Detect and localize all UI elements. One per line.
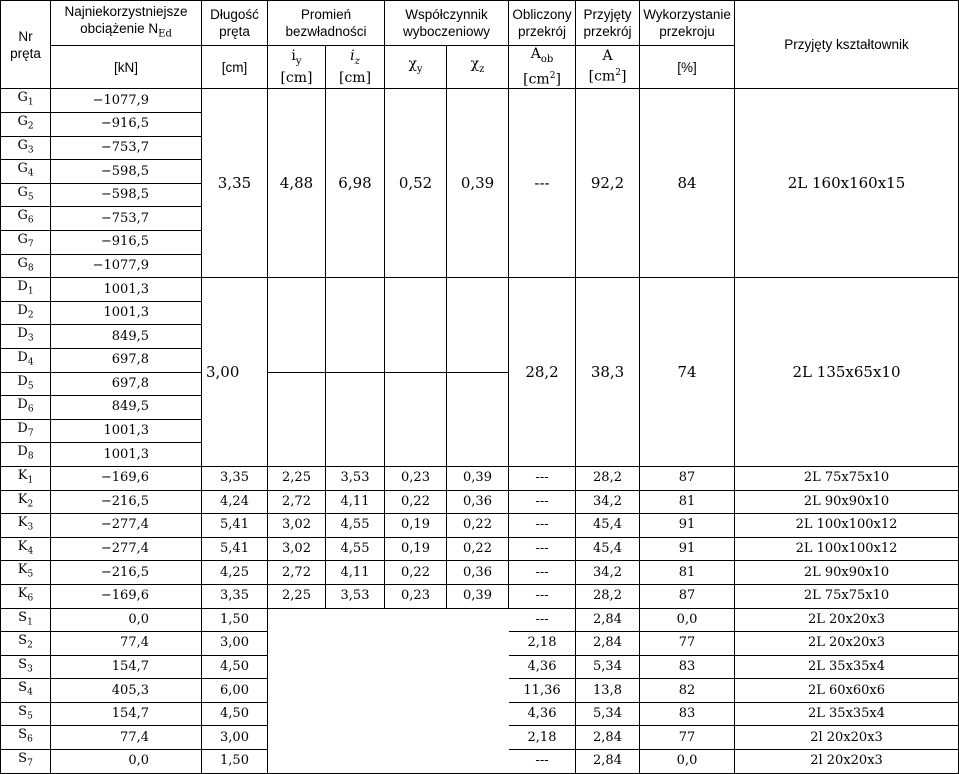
load-cell: 154,7 xyxy=(51,655,202,679)
bar-id-letter: D xyxy=(17,326,28,342)
bar-id-letter: S xyxy=(18,633,28,649)
table-body xyxy=(1,89,959,773)
header-profile: Przyjęty kształtownik xyxy=(735,1,959,89)
bar-id xyxy=(1,278,51,302)
bar-id xyxy=(1,160,51,184)
empty-iz-cell xyxy=(326,372,385,466)
aob-symbol: A xyxy=(530,46,541,62)
empty-chiy-cell xyxy=(385,278,447,372)
bar-id xyxy=(1,231,51,255)
empty-chiz-cell xyxy=(447,278,509,372)
merged-profile: 2L 135x65x10 xyxy=(735,278,959,467)
load-cell: −753,7 xyxy=(51,207,202,231)
load-cell: 1001,3 xyxy=(51,278,202,302)
bar-id-letter: K xyxy=(17,538,28,554)
load-cell: −753,7 xyxy=(51,136,202,160)
header-load-unit: [kN] xyxy=(51,46,202,89)
header-usage: Wykorzystanie przekroju xyxy=(640,1,735,46)
bar-id xyxy=(1,443,51,467)
bar-id xyxy=(1,608,51,632)
usage-cell: 81 xyxy=(640,490,735,514)
length-cell: 4,50 xyxy=(202,655,268,679)
bar-id xyxy=(1,113,51,137)
bar-id-index: 5 xyxy=(27,569,34,580)
bar-id-index: 2 xyxy=(27,499,34,510)
empty-iz-cell xyxy=(326,278,385,372)
a-cell: 34,2 xyxy=(576,561,640,585)
load-cell: −916,5 xyxy=(51,113,202,137)
bar-id-index: 3 xyxy=(27,333,34,344)
load-cell: 849,5 xyxy=(51,396,202,420)
header-load xyxy=(51,1,202,46)
bar-id xyxy=(1,726,51,750)
bar-id xyxy=(1,183,51,207)
aob-cell: --- xyxy=(509,750,576,774)
bar-id xyxy=(1,750,51,774)
length-cell: 1,50 xyxy=(202,750,268,774)
length-cell: 3,35 xyxy=(202,466,268,490)
bar-id-index: 3 xyxy=(27,522,34,533)
header-usage-unit: [%] xyxy=(640,46,735,89)
a-cell: 13,8 xyxy=(576,679,640,703)
bar-id-index: 1 xyxy=(27,475,34,486)
load-cell: −216,5 xyxy=(51,561,202,585)
profile-cell: 2L 75x75x10 xyxy=(735,466,959,490)
header-bar-number: Nr pręta xyxy=(1,1,51,89)
bar-id xyxy=(1,679,51,703)
profile-cell: 2L 90x90x10 xyxy=(735,490,959,514)
iz-cell: 4,11 xyxy=(326,490,385,514)
length-cell: 4,50 xyxy=(202,702,268,726)
aob-unit-sup: 2 xyxy=(549,70,556,81)
bar-id-letter: G xyxy=(17,232,28,248)
chiy-sub: y xyxy=(416,64,423,76)
bar-id-letter: G xyxy=(17,184,28,200)
bar-id-letter: D xyxy=(17,302,28,318)
merged-length: 3,00 xyxy=(202,278,268,467)
bar-id-letter: S xyxy=(18,727,28,743)
bar-id-letter: D xyxy=(17,349,28,365)
length-cell: 6,00 xyxy=(202,679,268,703)
bar-id-letter: G xyxy=(17,255,28,271)
bar-id-index: 1 xyxy=(27,286,34,297)
aob-unit: [cm xyxy=(523,71,550,88)
bar-id xyxy=(1,632,51,656)
usage-cell: 82 xyxy=(640,679,735,703)
profile-cell: 2L 100x100x12 xyxy=(735,537,959,561)
usage-cell: 77 xyxy=(640,726,735,750)
bar-id-index: 5 xyxy=(27,381,34,392)
bar-id-index: 6 xyxy=(27,735,33,746)
chiy-cell: 0,23 xyxy=(385,466,447,490)
profile-cell: 2L 60x60x6 xyxy=(735,679,959,703)
bar-id-letter: S xyxy=(18,703,28,719)
chiy-cell: 0,22 xyxy=(385,490,447,514)
empty-chiz-cell xyxy=(447,372,509,466)
empty-chiy-cell xyxy=(385,608,447,773)
bar-id xyxy=(1,490,51,514)
bar-id-index: 3 xyxy=(27,145,34,156)
bar-id xyxy=(1,419,51,443)
header-length-unit: [cm] xyxy=(202,46,268,89)
bar-id-letter: K xyxy=(17,562,28,578)
header-load-label: Najniekorzystniejsze obciążenie N xyxy=(64,4,188,37)
empty-chiy-cell xyxy=(385,372,447,466)
iy-cell: 3,02 xyxy=(268,514,326,538)
a-unit-end: ] xyxy=(620,69,627,86)
usage-cell: 0,0 xyxy=(640,608,735,632)
a-cell: 45,4 xyxy=(576,514,640,538)
load-cell: −1077,9 xyxy=(51,89,202,113)
load-cell: −277,4 xyxy=(51,514,202,538)
aob-cell: --- xyxy=(509,608,576,632)
a-cell: 2,84 xyxy=(576,608,640,632)
bar-id-index: 3 xyxy=(27,664,33,675)
chiz-cell: 0,22 xyxy=(447,514,509,538)
bar-id-index: 8 xyxy=(27,263,34,274)
load-cell: 697,8 xyxy=(51,348,202,372)
iy-sub: y xyxy=(295,55,302,67)
aob-cell: 2,18 xyxy=(509,632,576,656)
merged-aob: --- xyxy=(509,89,576,278)
load-cell: 154,7 xyxy=(51,702,202,726)
chiz-cell: 0,36 xyxy=(447,561,509,585)
bar-id-letter: K xyxy=(17,515,28,531)
aob-cell: --- xyxy=(509,584,576,608)
bar-id-index: 4 xyxy=(27,357,34,368)
profile-cell: 2l 20x20x3 xyxy=(735,750,959,774)
merged-iy: 4,88 xyxy=(268,89,326,278)
load-cell: −916,5 xyxy=(51,231,202,255)
load-cell: 1001,3 xyxy=(51,443,202,467)
aob-cell: --- xyxy=(509,466,576,490)
iz-sub-text: z xyxy=(354,55,360,67)
profile-cell: 2l 20x20x3 xyxy=(735,726,959,750)
load-cell: 77,4 xyxy=(51,726,202,750)
bar-id xyxy=(1,561,51,585)
merged-aob: 28,2 xyxy=(509,278,576,467)
length-cell: 5,41 xyxy=(202,514,268,538)
merged-a: 92,2 xyxy=(576,89,640,278)
merged-usage: 74 xyxy=(640,278,735,467)
iy-unit: [cm] xyxy=(280,69,313,86)
bar-id-index: 7 xyxy=(27,758,33,769)
bar-id-index: 7 xyxy=(27,239,34,250)
bar-id-index: 4 xyxy=(27,687,33,698)
profile-cell: 2L 90x90x10 xyxy=(735,561,959,585)
table-row xyxy=(1,278,959,302)
chiz-cell: 0,39 xyxy=(447,584,509,608)
empty-iy-cell xyxy=(268,278,326,372)
header-calculated-section: Obliczony przekrój xyxy=(509,1,576,46)
a-cell: 2,84 xyxy=(576,632,640,656)
bar-id-letter: G xyxy=(17,90,28,106)
chiz-sub: z xyxy=(479,64,485,76)
table-row xyxy=(1,89,959,113)
header-iy xyxy=(268,46,326,89)
header-chiz xyxy=(447,46,509,89)
chiz-symbol: χ xyxy=(470,56,480,73)
length-cell: 3,00 xyxy=(202,632,268,656)
a-cell: 28,2 xyxy=(576,584,640,608)
length-cell: 4,25 xyxy=(202,561,268,585)
bar-id-letter: G xyxy=(17,114,28,130)
iz-symbol: i xyxy=(350,47,355,64)
header-aob xyxy=(509,46,576,89)
load-cell: −598,5 xyxy=(51,183,202,207)
bar-id-index: 7 xyxy=(27,428,34,439)
bar-id xyxy=(1,372,51,396)
bar-id-index: 6 xyxy=(27,404,34,415)
table-row xyxy=(1,561,959,585)
table-header xyxy=(1,1,959,89)
bar-id xyxy=(1,584,51,608)
iz-cell: 4,55 xyxy=(326,537,385,561)
load-cell: −1077,9 xyxy=(51,254,202,278)
bar-id-index: 5 xyxy=(27,711,33,722)
iz-cell: 3,53 xyxy=(326,584,385,608)
iy-cell: 2,25 xyxy=(268,466,326,490)
bar-id xyxy=(1,537,51,561)
bar-id xyxy=(1,207,51,231)
bar-id-letter: G xyxy=(17,161,28,177)
bar-id-letter: G xyxy=(17,137,28,153)
aob-cell: 2,18 xyxy=(509,726,576,750)
iy-cell: 2,72 xyxy=(268,561,326,585)
usage-cell: 0,0 xyxy=(640,750,735,774)
header-chiy xyxy=(385,46,447,89)
aob-cell: 4,36 xyxy=(509,702,576,726)
header-adopted-section: Przyjęty przekrój xyxy=(576,1,640,46)
load-cell: −169,6 xyxy=(51,584,202,608)
iy-symbol: i xyxy=(291,47,296,64)
bar-id-index: 6 xyxy=(27,216,34,227)
empty-iz-cell xyxy=(326,608,385,773)
a-cell: 34,2 xyxy=(576,490,640,514)
load-cell: 1001,3 xyxy=(51,419,202,443)
bar-id-letter: S xyxy=(18,609,28,625)
load-cell: 0,0 xyxy=(51,608,202,632)
bar-id xyxy=(1,466,51,490)
empty-chiz-cell xyxy=(447,608,509,773)
load-cell: 0,0 xyxy=(51,750,202,774)
table-row xyxy=(1,490,959,514)
load-cell: 1001,3 xyxy=(51,301,202,325)
chiz-cell: 0,36 xyxy=(447,490,509,514)
load-cell: −169,6 xyxy=(51,466,202,490)
a-cell: 5,34 xyxy=(576,702,640,726)
bar-id-letter: K xyxy=(17,491,28,507)
usage-cell: 87 xyxy=(640,466,735,490)
length-cell: 3,35 xyxy=(202,584,268,608)
a-unit: [cm xyxy=(588,69,616,86)
bar-id xyxy=(1,136,51,160)
chiy-cell: 0,19 xyxy=(385,514,447,538)
usage-cell: 87 xyxy=(640,584,735,608)
iz-cell: 4,55 xyxy=(326,514,385,538)
chiy-cell: 0,22 xyxy=(385,561,447,585)
iy-cell: 2,72 xyxy=(268,490,326,514)
load-cell: 77,4 xyxy=(51,632,202,656)
load-cell: 405,3 xyxy=(51,679,202,703)
iy-cell: 3,02 xyxy=(268,537,326,561)
bar-id-index: 5 xyxy=(27,192,34,203)
iz-cell: 3,53 xyxy=(326,466,385,490)
chiz-cell: 0,39 xyxy=(447,466,509,490)
table-row xyxy=(1,537,959,561)
bar-id-letter: K xyxy=(17,467,28,483)
table-row xyxy=(1,466,959,490)
bar-id-index: 4 xyxy=(27,168,34,179)
bar-id xyxy=(1,301,51,325)
bar-id-index: 2 xyxy=(27,640,33,651)
merged-length: 3,35 xyxy=(202,89,268,278)
aob-sub: ob xyxy=(540,53,554,65)
merged-iz: 6,98 xyxy=(326,89,385,278)
header-load-sub: Ed xyxy=(158,28,172,40)
chiz-cell: 0,22 xyxy=(447,537,509,561)
a-symbol: A xyxy=(602,48,613,65)
usage-cell: 83 xyxy=(640,655,735,679)
aob-cell: --- xyxy=(509,537,576,561)
merged-a: 38,3 xyxy=(576,278,640,467)
a-cell: 5,34 xyxy=(576,655,640,679)
header-a xyxy=(576,46,640,89)
bar-id-letter: D xyxy=(17,444,28,460)
aob-cell: 4,36 xyxy=(509,655,576,679)
a-cell: 45,4 xyxy=(576,537,640,561)
merged-profile: 2L 160x160x15 xyxy=(735,89,959,278)
usage-cell: 83 xyxy=(640,702,735,726)
bar-id-index: 6 xyxy=(27,593,34,604)
table-row xyxy=(1,584,959,608)
bar-id xyxy=(1,655,51,679)
table-row xyxy=(1,608,959,632)
length-cell: 5,41 xyxy=(202,537,268,561)
empty-iy-cell xyxy=(268,372,326,466)
bar-id-index: 2 xyxy=(27,121,34,132)
aob-unit-end: ] xyxy=(555,71,561,88)
bar-id-letter: D xyxy=(17,420,28,436)
iz-cell: 4,11 xyxy=(326,561,385,585)
a-cell: 2,84 xyxy=(576,726,640,750)
a-unit-sup: 2 xyxy=(615,68,621,79)
load-cell: −216,5 xyxy=(51,490,202,514)
load-cell: −598,5 xyxy=(51,160,202,184)
merged-usage: 84 xyxy=(640,89,735,278)
profile-cell: 2L 35x35x4 xyxy=(735,702,959,726)
header-length: Długość pręta xyxy=(202,1,268,46)
length-cell: 4,24 xyxy=(202,490,268,514)
load-cell: 849,5 xyxy=(51,325,202,349)
bar-id-index: 8 xyxy=(27,451,34,462)
profile-cell: 2L 20x20x3 xyxy=(735,608,959,632)
bar-id xyxy=(1,325,51,349)
bar-id-index: 2 xyxy=(27,310,34,321)
merged-chiz: 0,39 xyxy=(447,89,509,278)
bar-id-letter: S xyxy=(18,751,28,767)
profile-cell: 2L 35x35x4 xyxy=(735,655,959,679)
aob-cell: --- xyxy=(509,514,576,538)
empty-iy-cell xyxy=(268,608,326,773)
bar-id xyxy=(1,348,51,372)
aob-cell: 11,36 xyxy=(509,679,576,703)
bar-id-letter: G xyxy=(17,208,28,224)
bar-id-letter: D xyxy=(17,397,28,413)
load-cell: −277,4 xyxy=(51,537,202,561)
profile-cell: 2L 75x75x10 xyxy=(735,584,959,608)
bar-id-letter: S xyxy=(18,656,28,672)
bar-id xyxy=(1,254,51,278)
bar-id xyxy=(1,514,51,538)
usage-cell: 77 xyxy=(640,632,735,656)
load-cell: 697,8 xyxy=(51,372,202,396)
bar-id-letter: K xyxy=(17,585,28,601)
bar-id-letter: D xyxy=(17,279,28,295)
a-cell: 28,2 xyxy=(576,466,640,490)
usage-cell: 91 xyxy=(640,514,735,538)
iz-sub xyxy=(355,56,360,67)
bar-id xyxy=(1,702,51,726)
table-row xyxy=(1,514,959,538)
bar-id-index: 1 xyxy=(27,617,33,628)
iz-unit: [cm] xyxy=(338,69,372,86)
usage-cell: 91 xyxy=(640,537,735,561)
bar-id-index: 4 xyxy=(27,546,34,557)
merged-chiy: 0,52 xyxy=(385,89,447,278)
length-cell: 3,00 xyxy=(202,726,268,750)
header-buckling: Współczynnik wyboczeniowy xyxy=(385,1,509,46)
a-cell: 2,84 xyxy=(576,750,640,774)
profile-cell: 2L 100x100x12 xyxy=(735,514,959,538)
bar-id-letter: S xyxy=(18,680,28,696)
bar-id xyxy=(1,89,51,113)
aob-cell: --- xyxy=(509,490,576,514)
header-radius: Promień bezwładności xyxy=(268,1,385,46)
chiy-cell: 0,23 xyxy=(385,584,447,608)
length-cell: 1,50 xyxy=(202,608,268,632)
bar-id-index: 1 xyxy=(27,98,34,109)
header-iz xyxy=(326,46,385,89)
aob-cell: --- xyxy=(509,561,576,585)
usage-cell: 81 xyxy=(640,561,735,585)
chiy-symbol: χ xyxy=(408,56,417,73)
profile-cell: 2L 20x20x3 xyxy=(735,632,959,656)
chiy-cell: 0,19 xyxy=(385,537,447,561)
bar-id-letter: D xyxy=(17,373,28,389)
iy-cell: 2,25 xyxy=(268,584,326,608)
bar-id xyxy=(1,396,51,420)
